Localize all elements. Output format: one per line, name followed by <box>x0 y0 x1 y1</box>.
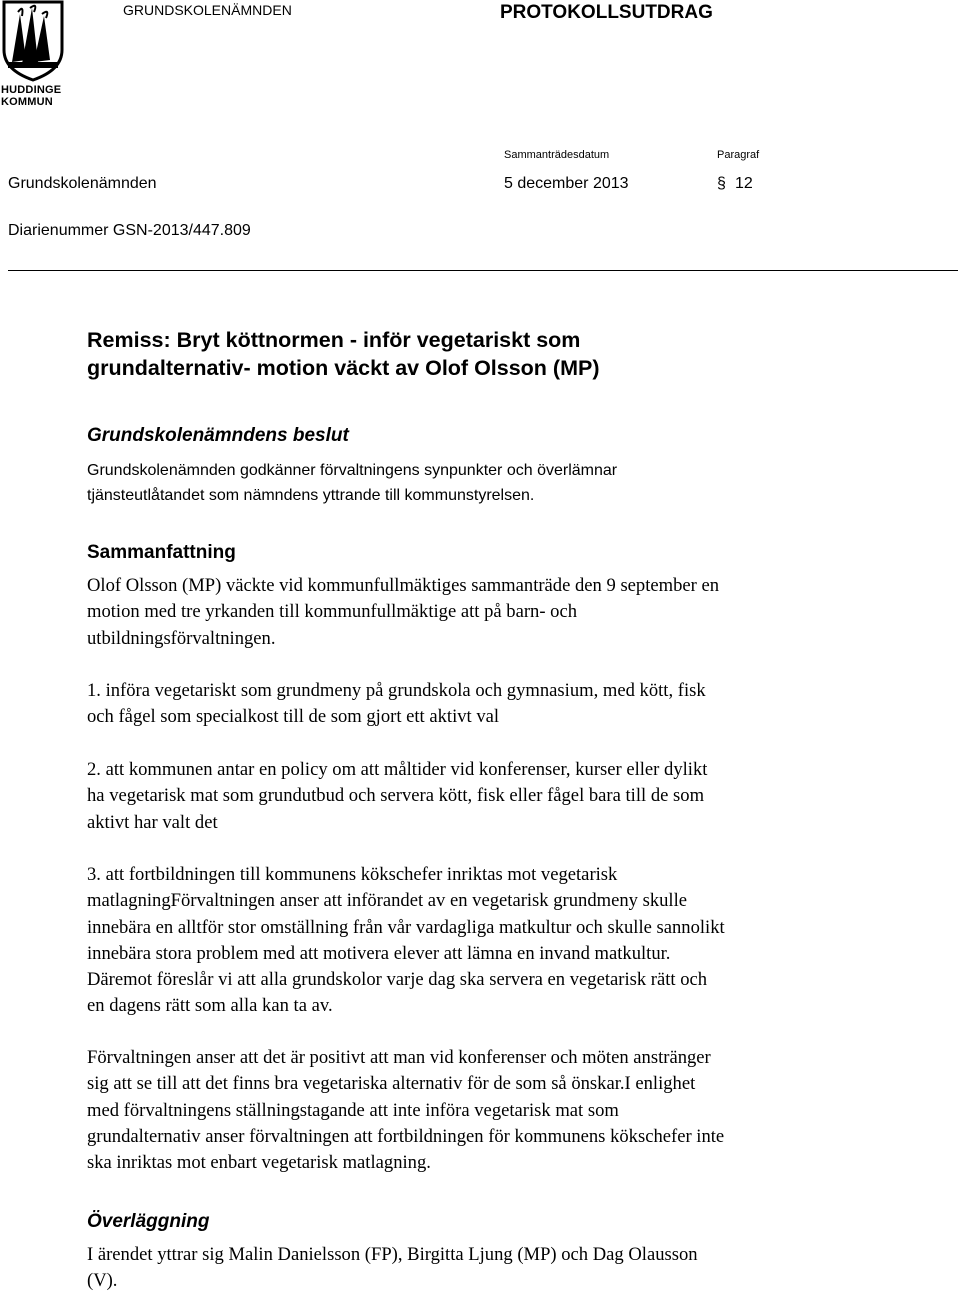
coat-of-arms-icon <box>0 0 66 82</box>
huddinge-kommun-logo <box>0 0 68 110</box>
text-line: sig att se till att det finns bra vegetariska alternativ för de som så önskar.I enlighet <box>87 1073 696 1095</box>
paragraph-number: 12 <box>735 175 753 192</box>
text-line: 1. införa vegetariskt som grundmeny på grundskola och gymnasium, med kött, fisk <box>87 680 706 701</box>
diary-number: Diarienummer GSN-2013/447.809 <box>8 222 251 239</box>
summary-intro <box>87 573 947 652</box>
title-line: Remiss: Bryt köttnormen - inför vegetariskt som <box>87 328 581 352</box>
text-line: grundalternativ anser förvaltningen att fortbildningen för kommunens kökschefer inte <box>87 1125 725 1147</box>
summary-item-2 <box>87 757 947 836</box>
summary-item-1 <box>87 678 947 731</box>
paragraph-label: Paragraf <box>717 149 760 161</box>
text-line: I ärendet yttrar sig Malin Danielsson (FP), Birgitta Ljung (MP) och Dag Olausson <box>87 1244 698 1265</box>
text-line: 2. att kommunen antar en policy om att måltider vid konferenser, kurser eller dylikt <box>87 759 708 780</box>
date-label: Sammanträdesdatum <box>504 149 610 161</box>
text-line: med förvaltningens ställningstagande att inte införa vegetarisk mat som <box>87 1099 619 1121</box>
decision-text <box>87 458 947 508</box>
header-divider <box>8 270 958 271</box>
meeting-date: 5 december 2013 <box>504 175 629 192</box>
deliberation-heading: Överläggning <box>87 1211 210 1232</box>
text-line: innebära stora problem med att motivera elever att lämna en invand matkultur. <box>87 942 671 964</box>
text-line: motion med tre yrkanden till kommunfullmäktige att på barn- och <box>87 601 578 623</box>
page-title <box>87 326 927 382</box>
document-type: PROTOKOLLSUTDRAG <box>500 2 713 23</box>
organization-name: GRUNDSKOLENÄMNDEN <box>123 2 292 18</box>
text-line: en dagens rätt som alla kan ta av. <box>87 995 333 1017</box>
title-line: grundalternativ- motion väckt av Olof Olsson (MP) <box>87 356 600 380</box>
text-line: Förvaltningen anser att det är positivt att man vid konferenser och möten anstränger <box>87 1047 711 1068</box>
paragraph-symbol: § <box>717 175 726 192</box>
text-line: Däremot föreslår vi att alla grundskolor varje dag ska servera en vegetarisk rätt och <box>87 969 708 991</box>
text-line: ska inriktas mot enbart vegetarisk matlagning. <box>87 1152 431 1174</box>
text-line: Olof Olsson (MP) väckte vid kommunfullmäktiges sammanträde den 9 september en <box>87 575 720 596</box>
text-line: matlagningFörvaltningen anser att införandet av en vegetarisk grundmeny skulle <box>87 890 687 912</box>
text-line: och fågel som specialkost till de som gjort ett aktivt val <box>87 706 500 728</box>
logo-text-huddinge: HUDDINGE <box>1 84 62 96</box>
text-line: (V). <box>87 1270 118 1292</box>
committee-name: Grundskolenämnden <box>8 175 157 192</box>
text-line: innebära en alltför stor omställning från vår vardagliga matkultur och skulle sannolikt <box>87 916 725 938</box>
logo-text-kommun: KOMMUN <box>1 96 53 108</box>
summary-conclusion <box>87 1045 947 1176</box>
text-line: ha vegetarisk mat som grundutbud och servera kött, fisk eller fågel bara till de som <box>87 785 705 807</box>
text-line: utbildningsförvaltningen. <box>87 627 276 649</box>
summary-item-3 <box>87 862 947 1020</box>
text-line: 3. att fortbildningen till kommunens kökschefer inriktas mot vegetarisk <box>87 864 618 885</box>
decision-heading: Grundskolenämndens beslut <box>87 425 349 446</box>
text-line: Grundskolenämnden godkänner förvaltningens synpunkter och överlämnar <box>87 462 618 479</box>
deliberation-text <box>87 1242 947 1295</box>
text-line: tjänsteutlåtandet som nämndens yttrande till kommunstyrelsen. <box>87 487 535 504</box>
summary-heading: Sammanfattning <box>87 542 236 563</box>
text-line: aktivt har valt det <box>87 811 218 833</box>
